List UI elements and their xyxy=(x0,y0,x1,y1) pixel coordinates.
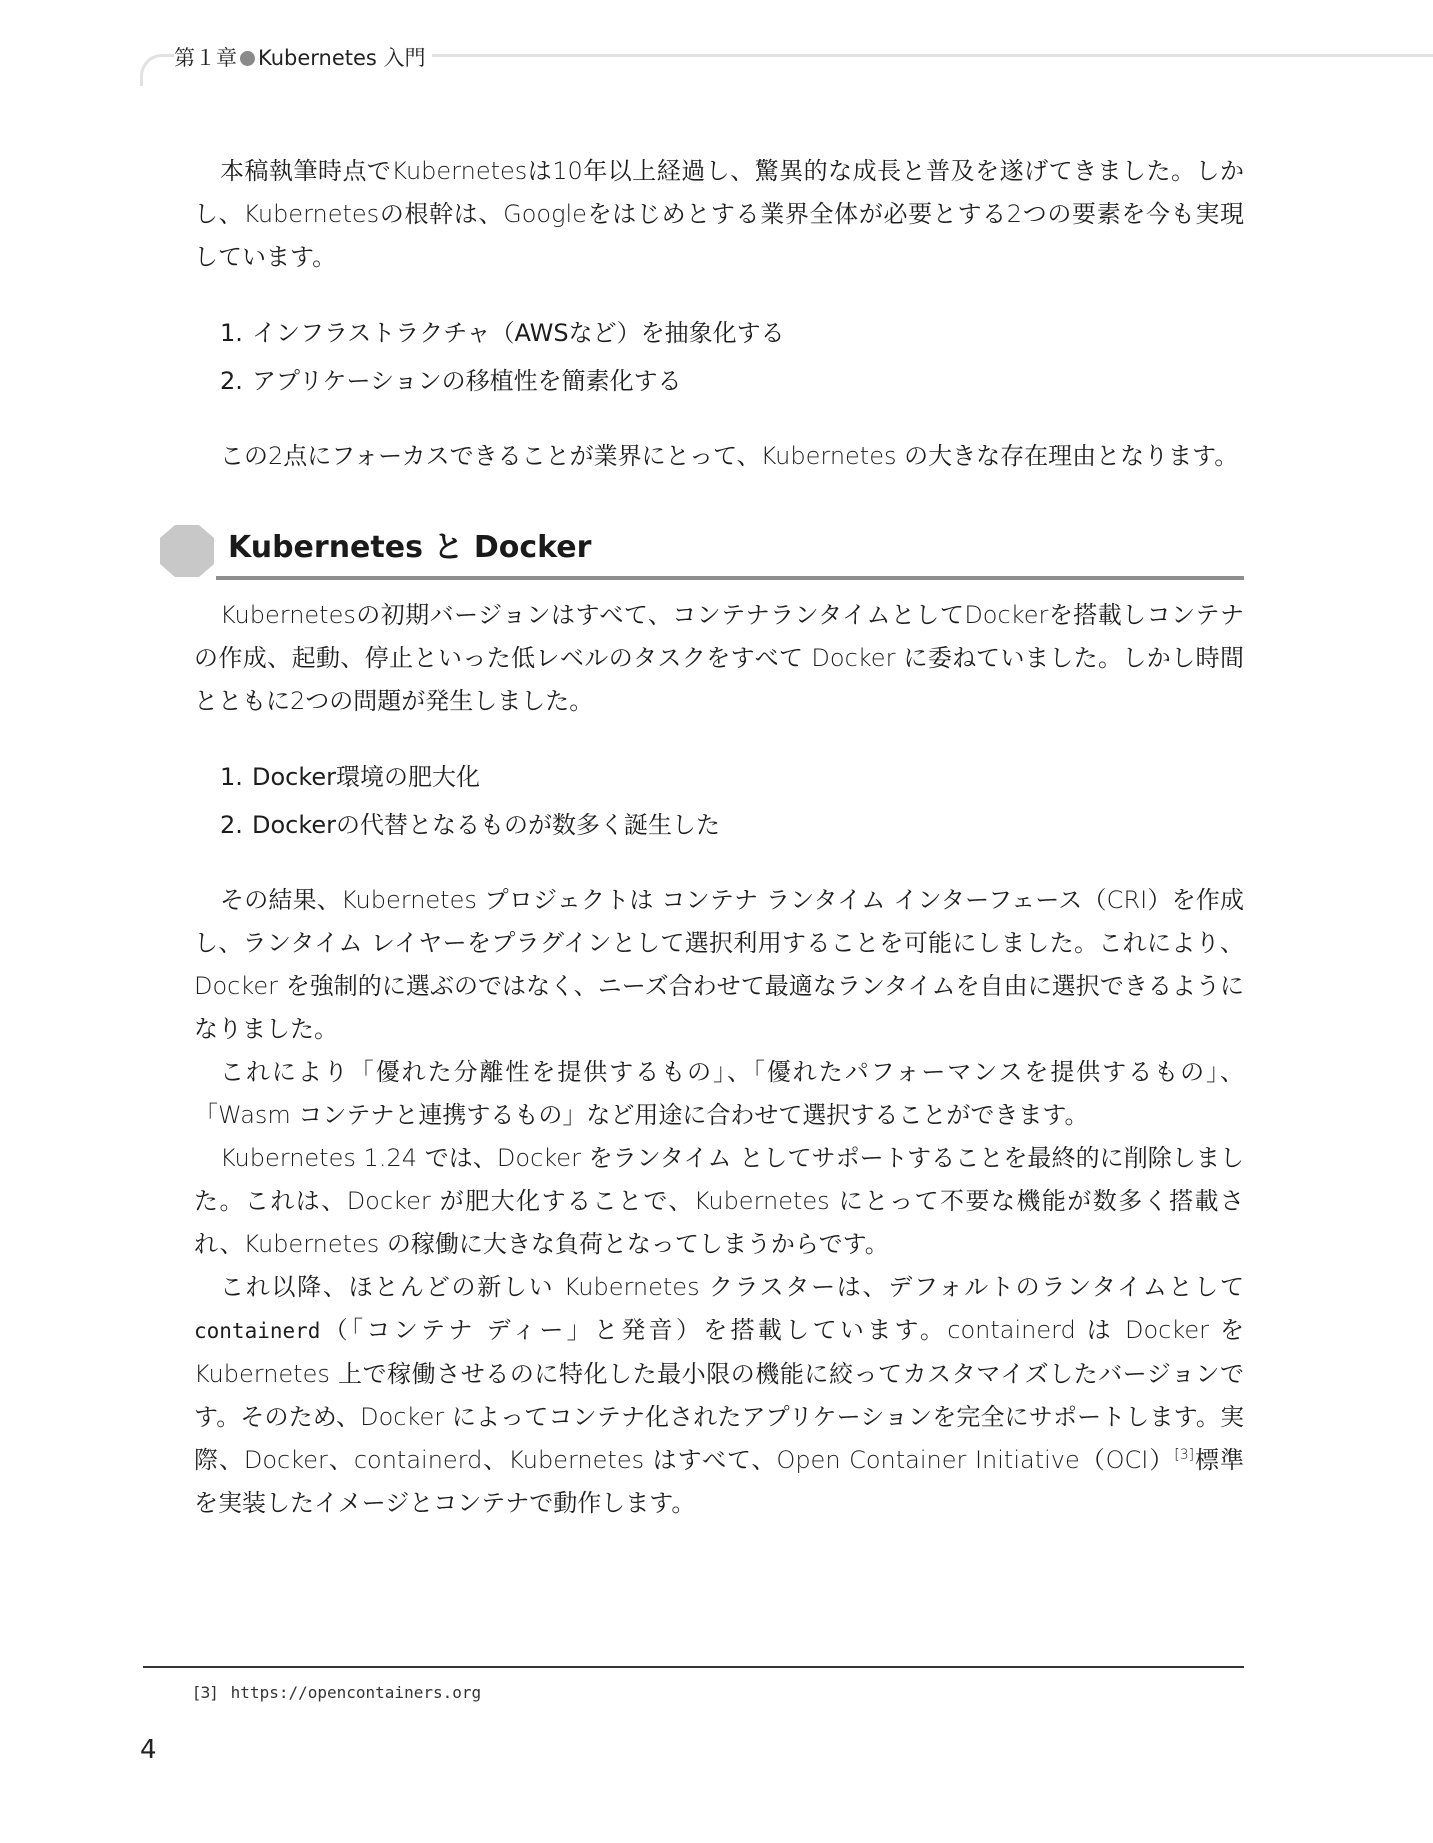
list-item: 1. Docker環境の肥大化 xyxy=(220,763,481,791)
list-item: 2. Dockerの代替となるものが数多く誕生した xyxy=(220,811,721,839)
docker-removal-paragraph: Kubernetes 1.24 では、Docker をランタイム としてサポートすることを最終的に削除しました。これは、Docker が肥大化することで、Kubernetes にとって不要な機能が数多く搭載され、Kubernetes の稼働に大きな負荷となってしまうからです。 xyxy=(194,1144,1244,1258)
footnote xyxy=(194,1683,481,1702)
list-item: 1. インフラストラクチャ（AWSなど）を抽象化する xyxy=(220,319,785,347)
intro-paragraph: 本稿執筆時点でKubernetesは10年以上経過し、驚異的な成長と普及を遂げてきました。しかし、Kubernetesの根幹は、Googleをはじめとする業界全体が必要とする2つの要素を今も実現しています。 xyxy=(194,157,1244,271)
section-paragraph: Kubernetesの初期バージョンはすべて、コンテナランタイムとしてDockerを搭載しコンテナの作成、起動、停止といった低レベルのタスクをすべて Docker に委ねていました。しかし時間とともに2つの問題が発生しました。 xyxy=(194,601,1244,715)
footnote-ref[interactable]: [3] xyxy=(1174,1447,1195,1463)
page-body xyxy=(194,150,1244,1525)
chapter-label: 第１章 xyxy=(174,46,237,70)
page-number: 4 xyxy=(140,1735,157,1765)
footnote-url[interactable]: https://opencontainers.org xyxy=(230,1683,482,1702)
running-head xyxy=(174,43,432,73)
hexagon-icon xyxy=(159,524,215,578)
problem-list xyxy=(220,753,1244,849)
intro-closing-paragraph: この2点にフォーカスできることが業界にとって、Kubernetes の大きな存在理由となります。 xyxy=(220,442,1239,470)
bullet-dot-icon xyxy=(240,51,255,66)
list-item: 2. アプリケーションの移植性を簡素化する xyxy=(220,367,682,395)
section-heading: Kubernetes と Docker xyxy=(228,530,592,565)
footnote-rule xyxy=(143,1666,1244,1668)
footnote-marker: [3] xyxy=(194,1683,217,1702)
intro-list xyxy=(220,309,1244,405)
containerd-code: containerd xyxy=(194,1319,321,1343)
section-underline xyxy=(216,576,1244,580)
runtime-choice-paragraph: これにより「優れた分離性を提供するもの」、「優れたパフォーマンスを提供するもの」、「Wasm コンテナと連携するもの」など用途に合わせて選択することができます。 xyxy=(194,1058,1244,1129)
containerd-paragraph: これ以降、ほとんどの新しい Kubernetes クラスターは、デフォルトのランタイムとして containerd（「コンテナ ディー」と発音）を搭載しています。containerd は Docker を Kubernetes 上で稼働させるのに特化した最小限の機能に絞ってカスタマイズしたバージョンです。そのため、Docker によってコンテナ化されたアプリケーションを完全にサポートします。実際、Docker、containerd、Kubernetes はすべて、Open Container Initiative（OCI）[3]標準を実装したイメージとコンテナで動作します。 xyxy=(194,1273,1244,1517)
chapter-title: Kubernetes 入門 xyxy=(258,46,426,70)
cri-paragraph: その結果、Kubernetes プロジェクトは コンテナ ランタイム インターフェース（CRI）を作成し、ランタイム レイヤーをプラグインとして選択利用することを可能にしました。これにより、Docker を強制的に選ぶのではなく、ニーズ合わせて最適なランタイムを自由に選択できるようになりました。 xyxy=(194,886,1244,1043)
section-heading-block xyxy=(194,522,1244,582)
